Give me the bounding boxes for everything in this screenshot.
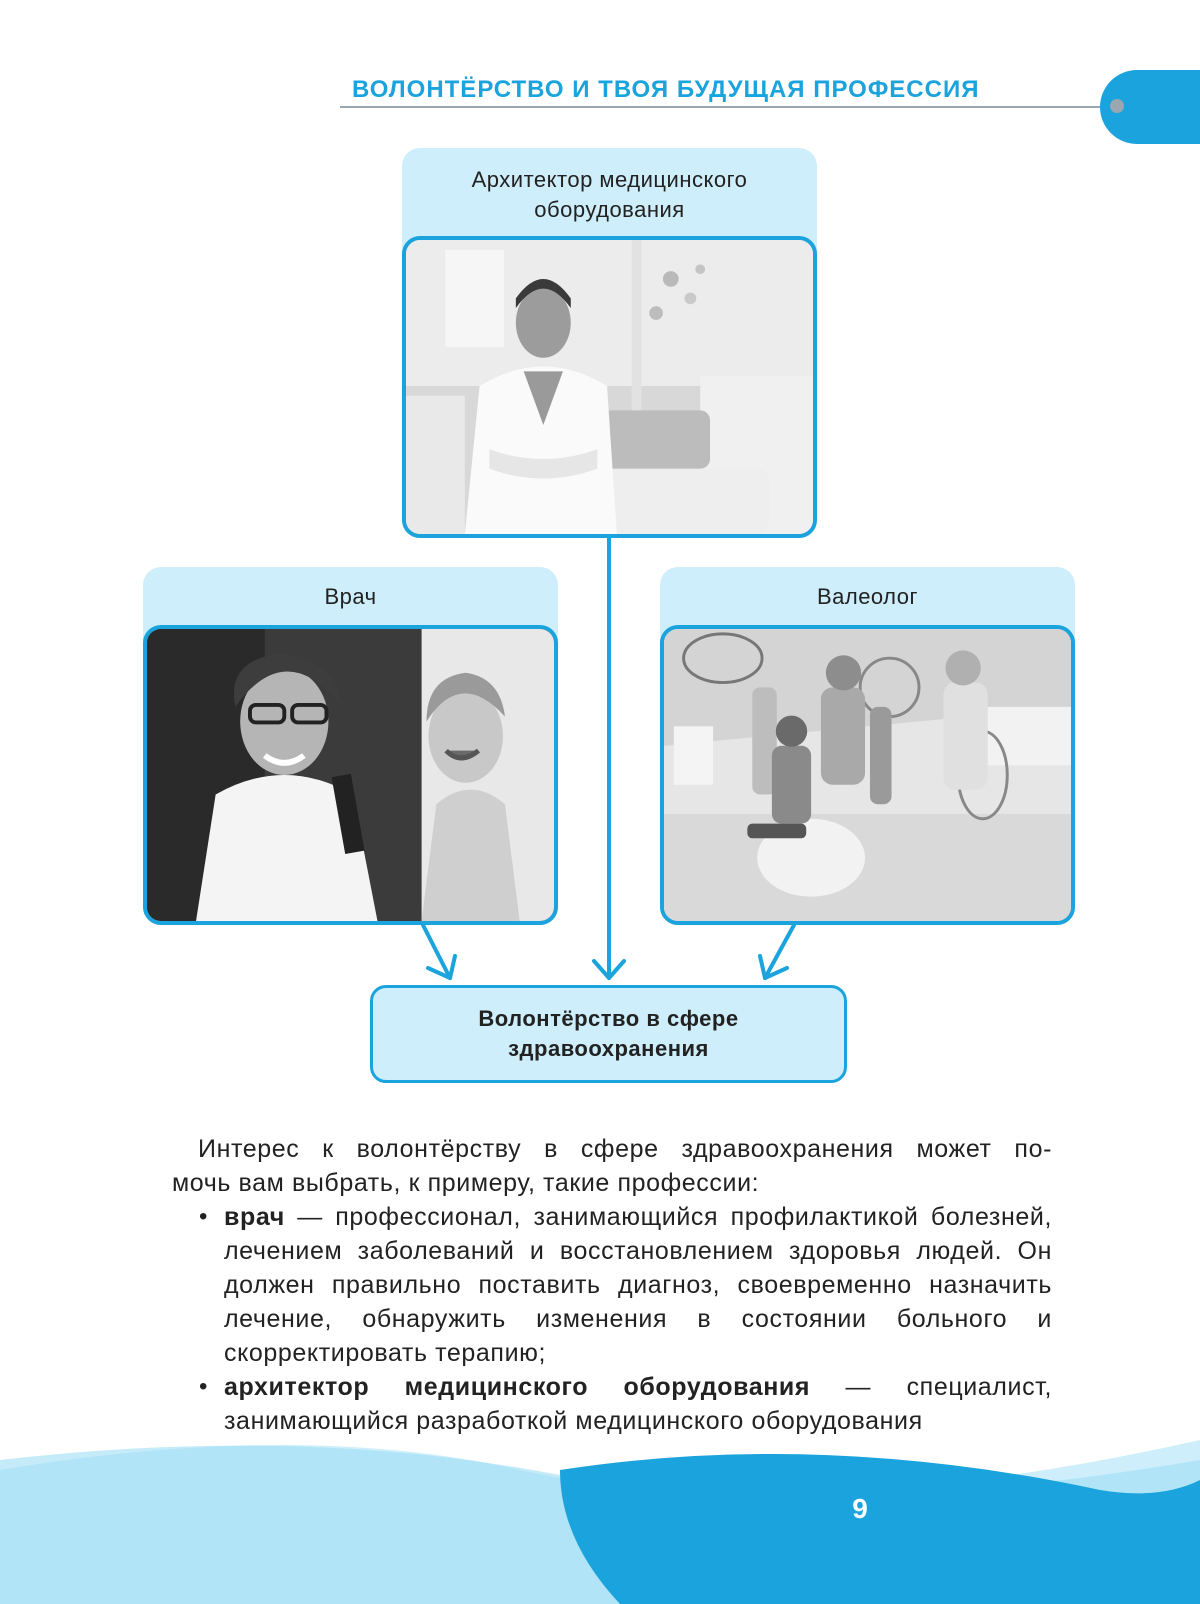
intro-line-2: мочь вам выбрать, к примеру, такие профессии:	[172, 1169, 760, 1197]
volunteering-healthcare-label: Волонтёрство в сфере здравоохранения	[478, 1006, 739, 1061]
footer-wave	[0, 1430, 1200, 1604]
desc-architect: — специалист, занимающийся разработкой медицинского оборудования	[224, 1373, 1052, 1435]
doctor-with-child-photo	[143, 625, 558, 925]
section-title: ВОЛОНТЁРСТВО И ТВОЯ БУДУЩАЯ ПРОФЕССИЯ	[352, 76, 980, 103]
header-dot	[1110, 99, 1124, 113]
intro-paragraph	[172, 1132, 1052, 1200]
intro-line-1: Интерес к волонтёрству в сфере здравоохранения может по-	[198, 1135, 1052, 1163]
card-doctor-label: Врач	[324, 584, 377, 609]
card-architect-label: Архитектор медицинского оборудования	[471, 167, 748, 222]
term-architect: архитектор медицинского оборудования	[224, 1373, 811, 1401]
term-doctor: врач	[224, 1203, 285, 1231]
seniors-exercise-photo	[660, 625, 1075, 925]
desc-doctor: — профессионал, занимающийся профилактикой болезней, лечением заболеваний и восстановлением здоровья людей. Он должен правильно поставить диагноз, своевременно назначить лечение, обнаружить изменения в состоянии больного и скорректировать терапию;	[224, 1203, 1052, 1367]
profession-list	[172, 1200, 1052, 1438]
list-item	[172, 1200, 1052, 1370]
card-valeologist-label: Валеолог	[816, 584, 919, 609]
body-text	[172, 1132, 1052, 1438]
header-rule	[340, 106, 1112, 108]
page-number: 9	[852, 1493, 868, 1524]
volunteering-healthcare-box	[370, 985, 847, 1083]
list-item	[172, 1370, 1052, 1438]
engineer-in-lab-photo	[402, 236, 817, 538]
